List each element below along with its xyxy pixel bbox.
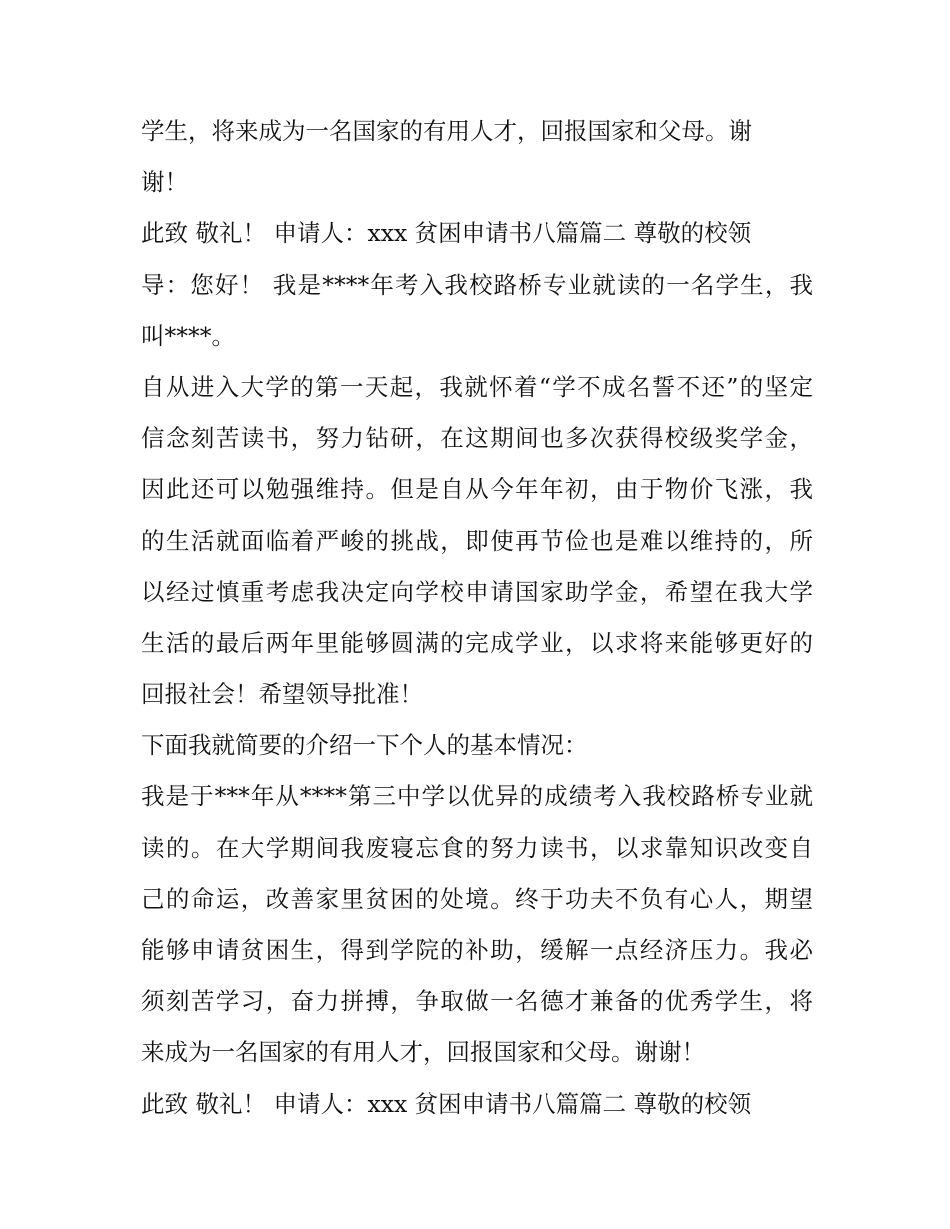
text-line: 以经过慎重考虑我决定向学校申请国家助学金，希望在我大学 bbox=[141, 577, 813, 606]
text-line: 导：您好！ 我是****年考入我校路桥专业就读的一名学生，我 bbox=[141, 270, 813, 299]
text-line: 须刻苦学习，奋力拼搏，争取做一名德才兼备的优秀学生，将 bbox=[141, 987, 813, 1016]
text-line: 的生活就面临着严峻的挑战，即使再节俭也是难以维持的，所 bbox=[141, 526, 813, 555]
document-body bbox=[141, 106, 813, 1130]
text-line: 谢！ bbox=[141, 168, 188, 197]
text-line: 下面我就简要的介绍一下个人的基本情况： bbox=[141, 731, 588, 760]
text-line: 读的。在大学期间我废寝忘食的努力读书，以求靠知识改变自 bbox=[141, 833, 813, 862]
text-line: 因此还可以勉强维持。但是自从今年年初，由于物价飞涨，我 bbox=[141, 475, 813, 504]
text-line: 自从进入大学的第一天起，我就怀着“学不成名誓不还”的坚定 bbox=[141, 372, 813, 401]
text-line: 回报社会！希望领导批准！ bbox=[141, 680, 423, 709]
text-line: 来成为一名国家的有用人才，回报国家和父母。谢谢！ bbox=[141, 1038, 705, 1067]
text-line: 此致 敬礼！ 申请人：xxx 贫困申请书八篇篇二 尊敬的校领 bbox=[141, 219, 752, 248]
text-line: 能够申请贫困生，得到学院的补助，缓解一点经济压力。我必 bbox=[141, 936, 813, 964]
text-line: 己的命运，改善家里贫困的处境。终于功夫不负有心人，期望 bbox=[141, 884, 813, 913]
text-line: 叫****。 bbox=[141, 321, 235, 350]
text-line: 我是于***年从****第三中学以优异的成绩考入我校路桥专业就 bbox=[141, 782, 813, 811]
text-line: 学生，将来成为一名国家的有用人才，回报国家和父母。谢 bbox=[141, 117, 752, 145]
text-line: 信念刻苦读书，努力钻研，在这期间也多次获得校级奖学金， bbox=[141, 424, 813, 453]
text-line: 生活的最后两年里能够圆满的完成学业，以求将来能够更好的 bbox=[141, 628, 813, 657]
text-line: 此致 敬礼！ 申请人：xxx 贫困申请书八篇篇二 尊敬的校领 bbox=[141, 1089, 752, 1118]
